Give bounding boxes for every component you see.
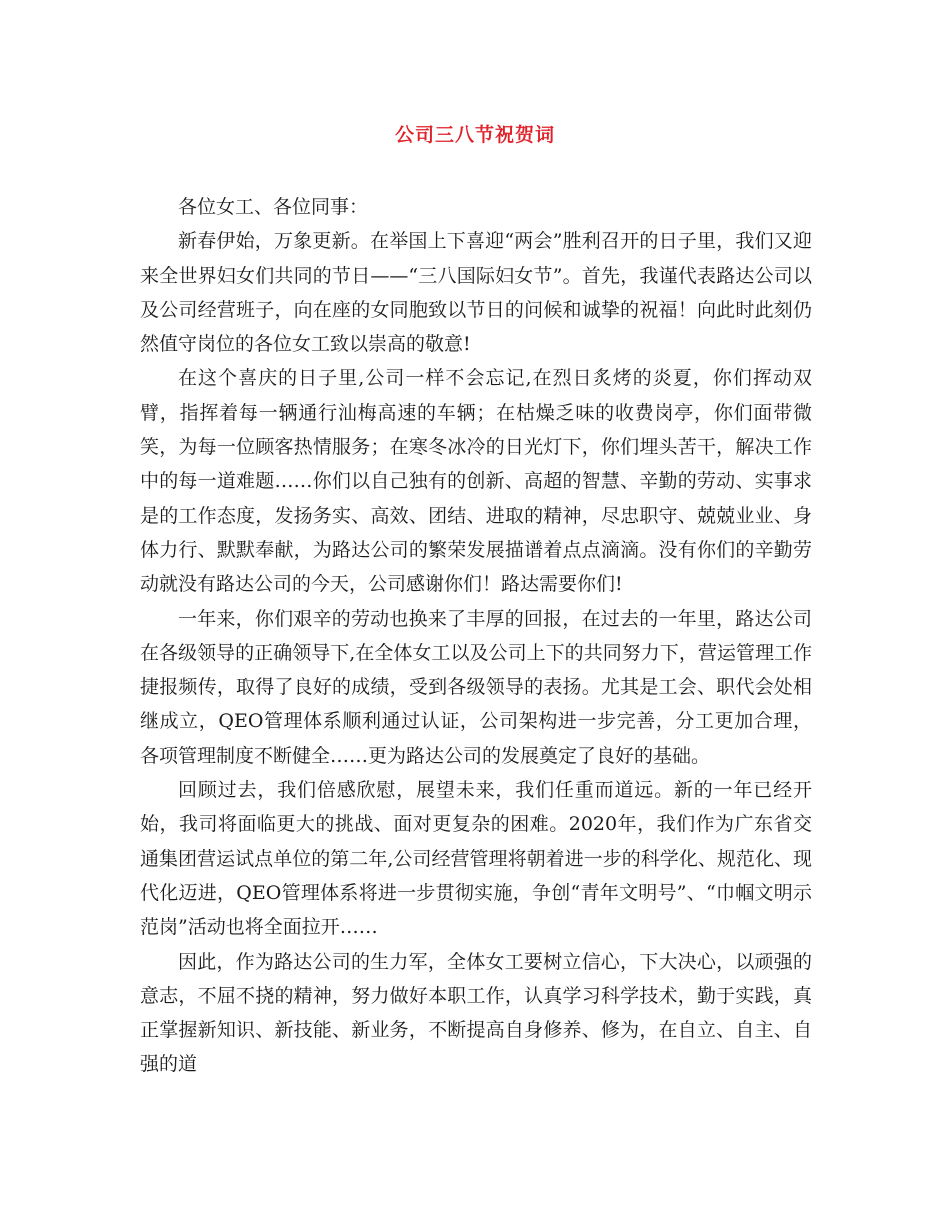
paragraph-2: 在这个喜庆的日子里,公司一样不会忘记,在烈日炙烤的炎夏，你们挥动双臂，指挥着每一辆通行汕梅高速的车辆；在枯燥乏味的收费岗亭，你们面带微笑，为每一位顾客热情服务；在寒冬冰冷的日光灯下，你们埋头苦干，解决工作中的每一道难题……你们以自己独有的创新、高超的智慧、辛勤的劳动、实事求是的工作态度，发扬务实、高效、团结、进取的精神，尽忠职守、兢兢业业、身体力行、默默奉献，为路达公司的繁荣发展描谱着点点滴滴。没有你们的辛勤劳动就没有路达公司的今天，公司感谢你们！路达需要你们! — [140, 367, 812, 596]
document-title: 公司三八节祝贺词 — [394, 124, 555, 146]
paragraph-5: 因此，作为路达公司的生力军，全体女工要树立信心，下大决心，以顽强的意志，不屈不挠的精神，努力做好本职工作，认真学习科学技术，勤于实践，真正掌握新知识、新技能、新业务，不断提高自身修养、修为，在自立、自主、自强的道 — [140, 950, 812, 1076]
paragraph-4: 回顾过去，我们倍感欣慰，展望未来，我们任重而道远。新的一年已经开始，我司将面临更大的挑战、面对更复杂的困难。2020年，我们作为广东省交通集团营运试点单位的第二年,公司经营管理将朝着进一步的科学化、规范化、现代化迈进，QEO管理体系将进一步贯彻实施，争创“青年文明号”、“巾帼文明示范岗”活动也将全面拉开…… — [140, 779, 812, 939]
paragraph-3: 一年来，你们艰辛的劳动也换来了丰厚的回报，在过去的一年里，路达公司在各级领导的正确领导下,在全体女工以及公司上下的共同努力下，营运管理工作捷报频传，取得了良好的成绩，受到各级领导的表扬。尤其是工会、职代会处相继成立，QEO管理体系顺利通过认证，公司架构进一步完善，分工更加合理，各项管理制度不断健全……更为路达公司的发展奠定了良好的基础。 — [140, 607, 812, 767]
salutation: 各位女工、各位同事： — [178, 196, 369, 218]
document-body — [140, 190, 812, 1082]
paragraph-1: 新春伊始，万象更新。在举国上下喜迎“两会”胜利召开的日子里，我们又迎来全世界妇女们共同的节日——“三八国际妇女节”。首先，我谨代表路达公司以及公司经营班子，向在座的女同胞致以节日的问候和诚挚的祝福！向此时此刻仍然值守岗位的各位女工致以崇高的敬意! — [140, 230, 812, 356]
